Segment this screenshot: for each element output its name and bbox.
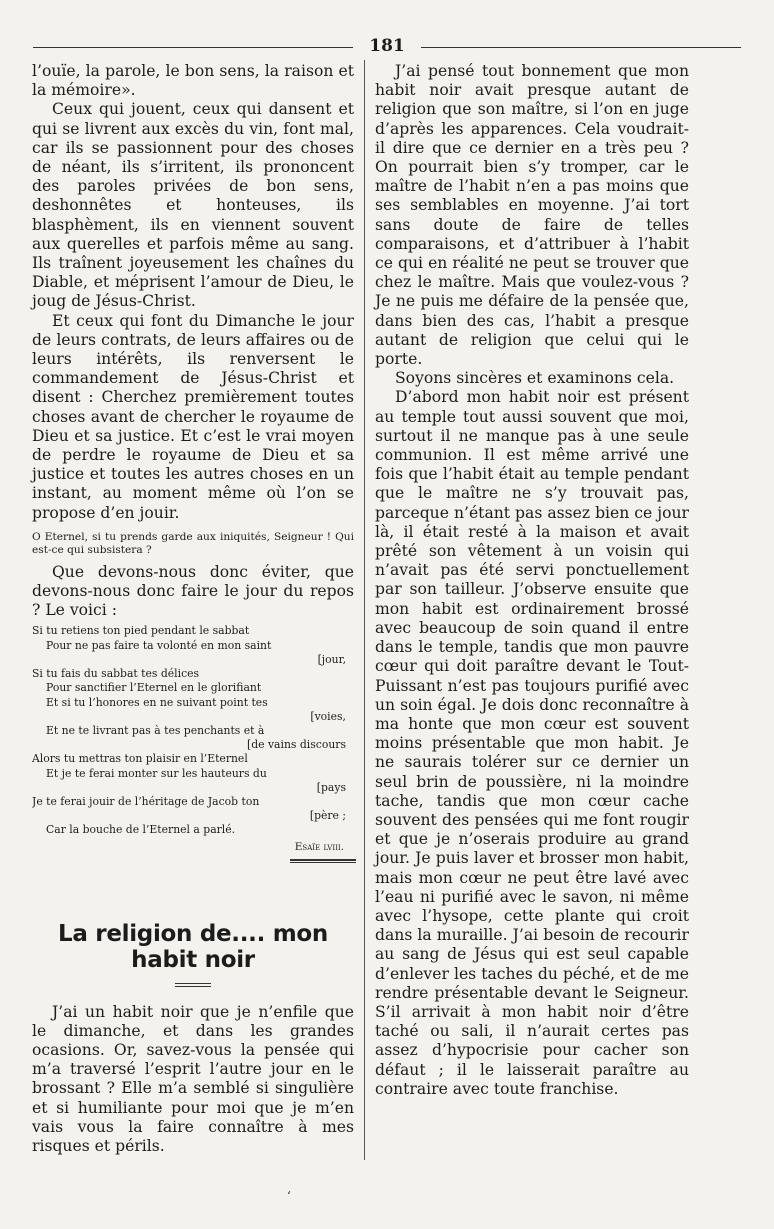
right-column (375, 62, 689, 1099)
poem-line: Pour ne pas faire ta volonté en mon saint (46, 638, 272, 652)
prayer-quote: O Eternel, si tu prends garde aux iniquités, Seigneur ! Qui est-ce qui subsistera ? (32, 530, 354, 556)
poem-line: [pays (316, 780, 346, 794)
page-header (33, 36, 741, 58)
poem-line: Et je te ferai monter sur les hauteurs du (46, 766, 267, 780)
poem-line: [père ; (309, 809, 346, 823)
paragraph: l’ouïe, la parole, le bon sens, la raison et la mémoire». (32, 62, 354, 100)
poem-line: Alors tu mettras ton plaisir en l’Eternel (32, 752, 248, 766)
paragraph: D’abord mon habit noir est présent au temple tout aussi souvent que moi, surtout il ne manque pas à une seule communion. Il est même arrivé une fois que l’habit était au temple pendant que le maître ne s’y trouvait pas, parceque n’étant pas assez bien ce jour là, il était resté à la maison et avait prêté son vêtement à un voisin qui n’avait pas été servi ponctuellement par son tailleur. J’observe ensuite que mon habit est ordinairement brossé avec beaucoup de soin quand il entre dans le temple, tandis que mon pauvre cœur qui doit paraître devant le Tout-Puissant n’est pas toujours purifié avec un soin égal. Je dois donc reconnaître à ma honte que mon cœur est souvent moins présentable que mon habit. Je ne saurais tolérer sur ce dernier un seul brin de poussière, ni la moindre tache, tandis que mon cœur cache souvent des pensées qui me font rougir et que je n’oserais produire au grand jour. Je puis laver et brosser mon habit, mais mon cœur ne peut être lavé avec l’eau ni purifié avec le savon, ni même avec l’hysope, cette plante qui croit dans la muraille. J’ai besoin de recourir au sang de Jésus qui est seul capable d’enlever les taches du péché, et de me rendre présentable devant le Seigneur. S’il arrivait à mon habit noir d’être taché ou sali, il n’aurait certes pas assez d’hypocrisie pour cacher son défaut ; il le laisserait paraître au contraire avec toute franchise. (375, 388, 689, 1098)
poem-line: Si tu fais du sabbat tes délices (32, 667, 200, 681)
paragraph: Et ceux qui font du Dimanche le jour de leurs contrats, de leurs affaires ou de leurs intérêts, ils renversent le commandement de Jésus-Christ et disent : Cherchez premièrement toutes choses avant de chercher le royaume de Dieu et sa justice. Et c’est le vrai moyen de perdre le royaume de Dieu et sa justice et toutes les autres choses en un instant, au moment même où l’on se propose d’en jouir. (32, 311, 354, 522)
scripture-citation: Esaïe lviii. (294, 840, 344, 853)
paragraph: Soyons sincères et examinons cela. (395, 369, 675, 388)
poem-line: Si tu retiens ton pied pendant le sabbat (32, 624, 250, 638)
bottom-mark: ‘ (287, 1189, 291, 1203)
paragraph: Que devons-nous donc éviter, que devons-nous donc faire le jour du repos ? Le voici : (32, 562, 354, 620)
poem-line: Et si tu l’honores en ne suivant point tes (46, 695, 268, 709)
page-number: 181 (369, 36, 405, 56)
header-rule-left (33, 47, 353, 48)
poem-line: Pour sanctifier l’Eternel en le glorifiant (46, 681, 262, 695)
section-rule (290, 859, 356, 863)
poem-line: Et ne te livrant pas à tes penchants et à (46, 723, 265, 737)
scripture-poem (32, 624, 354, 837)
poem-line: [jour, (317, 652, 346, 666)
poem-line: Je te ferai jouir de l’héritage de Jacob ton (32, 794, 260, 808)
poem-line: [de vains discours (247, 738, 346, 752)
article-title: La religion de.... mon habit noir (58, 920, 328, 973)
poem-line: [voies, (310, 709, 346, 723)
header-rule-right (421, 47, 741, 48)
paragraph: J’ai un habit noir que je n’enfile que le dimanche, et dans les grandes ocasions. Or, savez-vous la pensée qui m’a traversé l’esprit l’autre jour en le brossant ? Elle m’a semblé si singulière et si humiliante pour moi que je m’en vais vous la faire connaître à mes risques et périls. (32, 1002, 354, 1155)
title-ornament (175, 983, 211, 987)
paragraph: Ceux qui jouent, ceux qui dansent et qui se livrent aux excès du vin, font mal, car ils se passionnent pour des choses de néant, ils s’irritent, ils prononcent des paroles privées de bon sens, deshonnêtes et honteuses, ils blasphèment, ils en viennent souvent aux querelles et parfois même au sang. Ils traînent joyeusement les chaînes du Diable, et méprisent l’amour de Dieu, le joug de Jésus-Christ. (32, 100, 354, 311)
paragraph: J’ai pensé tout bonnement que mon habit noir avait presque autant de religion que son maître, si l’on en juge d’après les apparences. Cela voudrait-il dire que ce dernier en a très peu ? On pourrait bien s’y tromper, car le maître de l’habit n’en a pas moins que ses semblables en moyenne. J’ai tort sans doute de faire de telles comparaisons, et d’attribuer à l’habit ce qui en réalité ne peut se trouver que chez le maître. Mais que voulez-vous ? Je ne puis me défaire de la pensée que, dans bien des cas, l’habit a presque autant de religion que celui qui le porte. (375, 62, 689, 369)
poem-line: Car la bouche de l’Eternel a parlé. (46, 823, 236, 837)
column-divider (364, 60, 365, 1160)
left-column (32, 62, 354, 1156)
